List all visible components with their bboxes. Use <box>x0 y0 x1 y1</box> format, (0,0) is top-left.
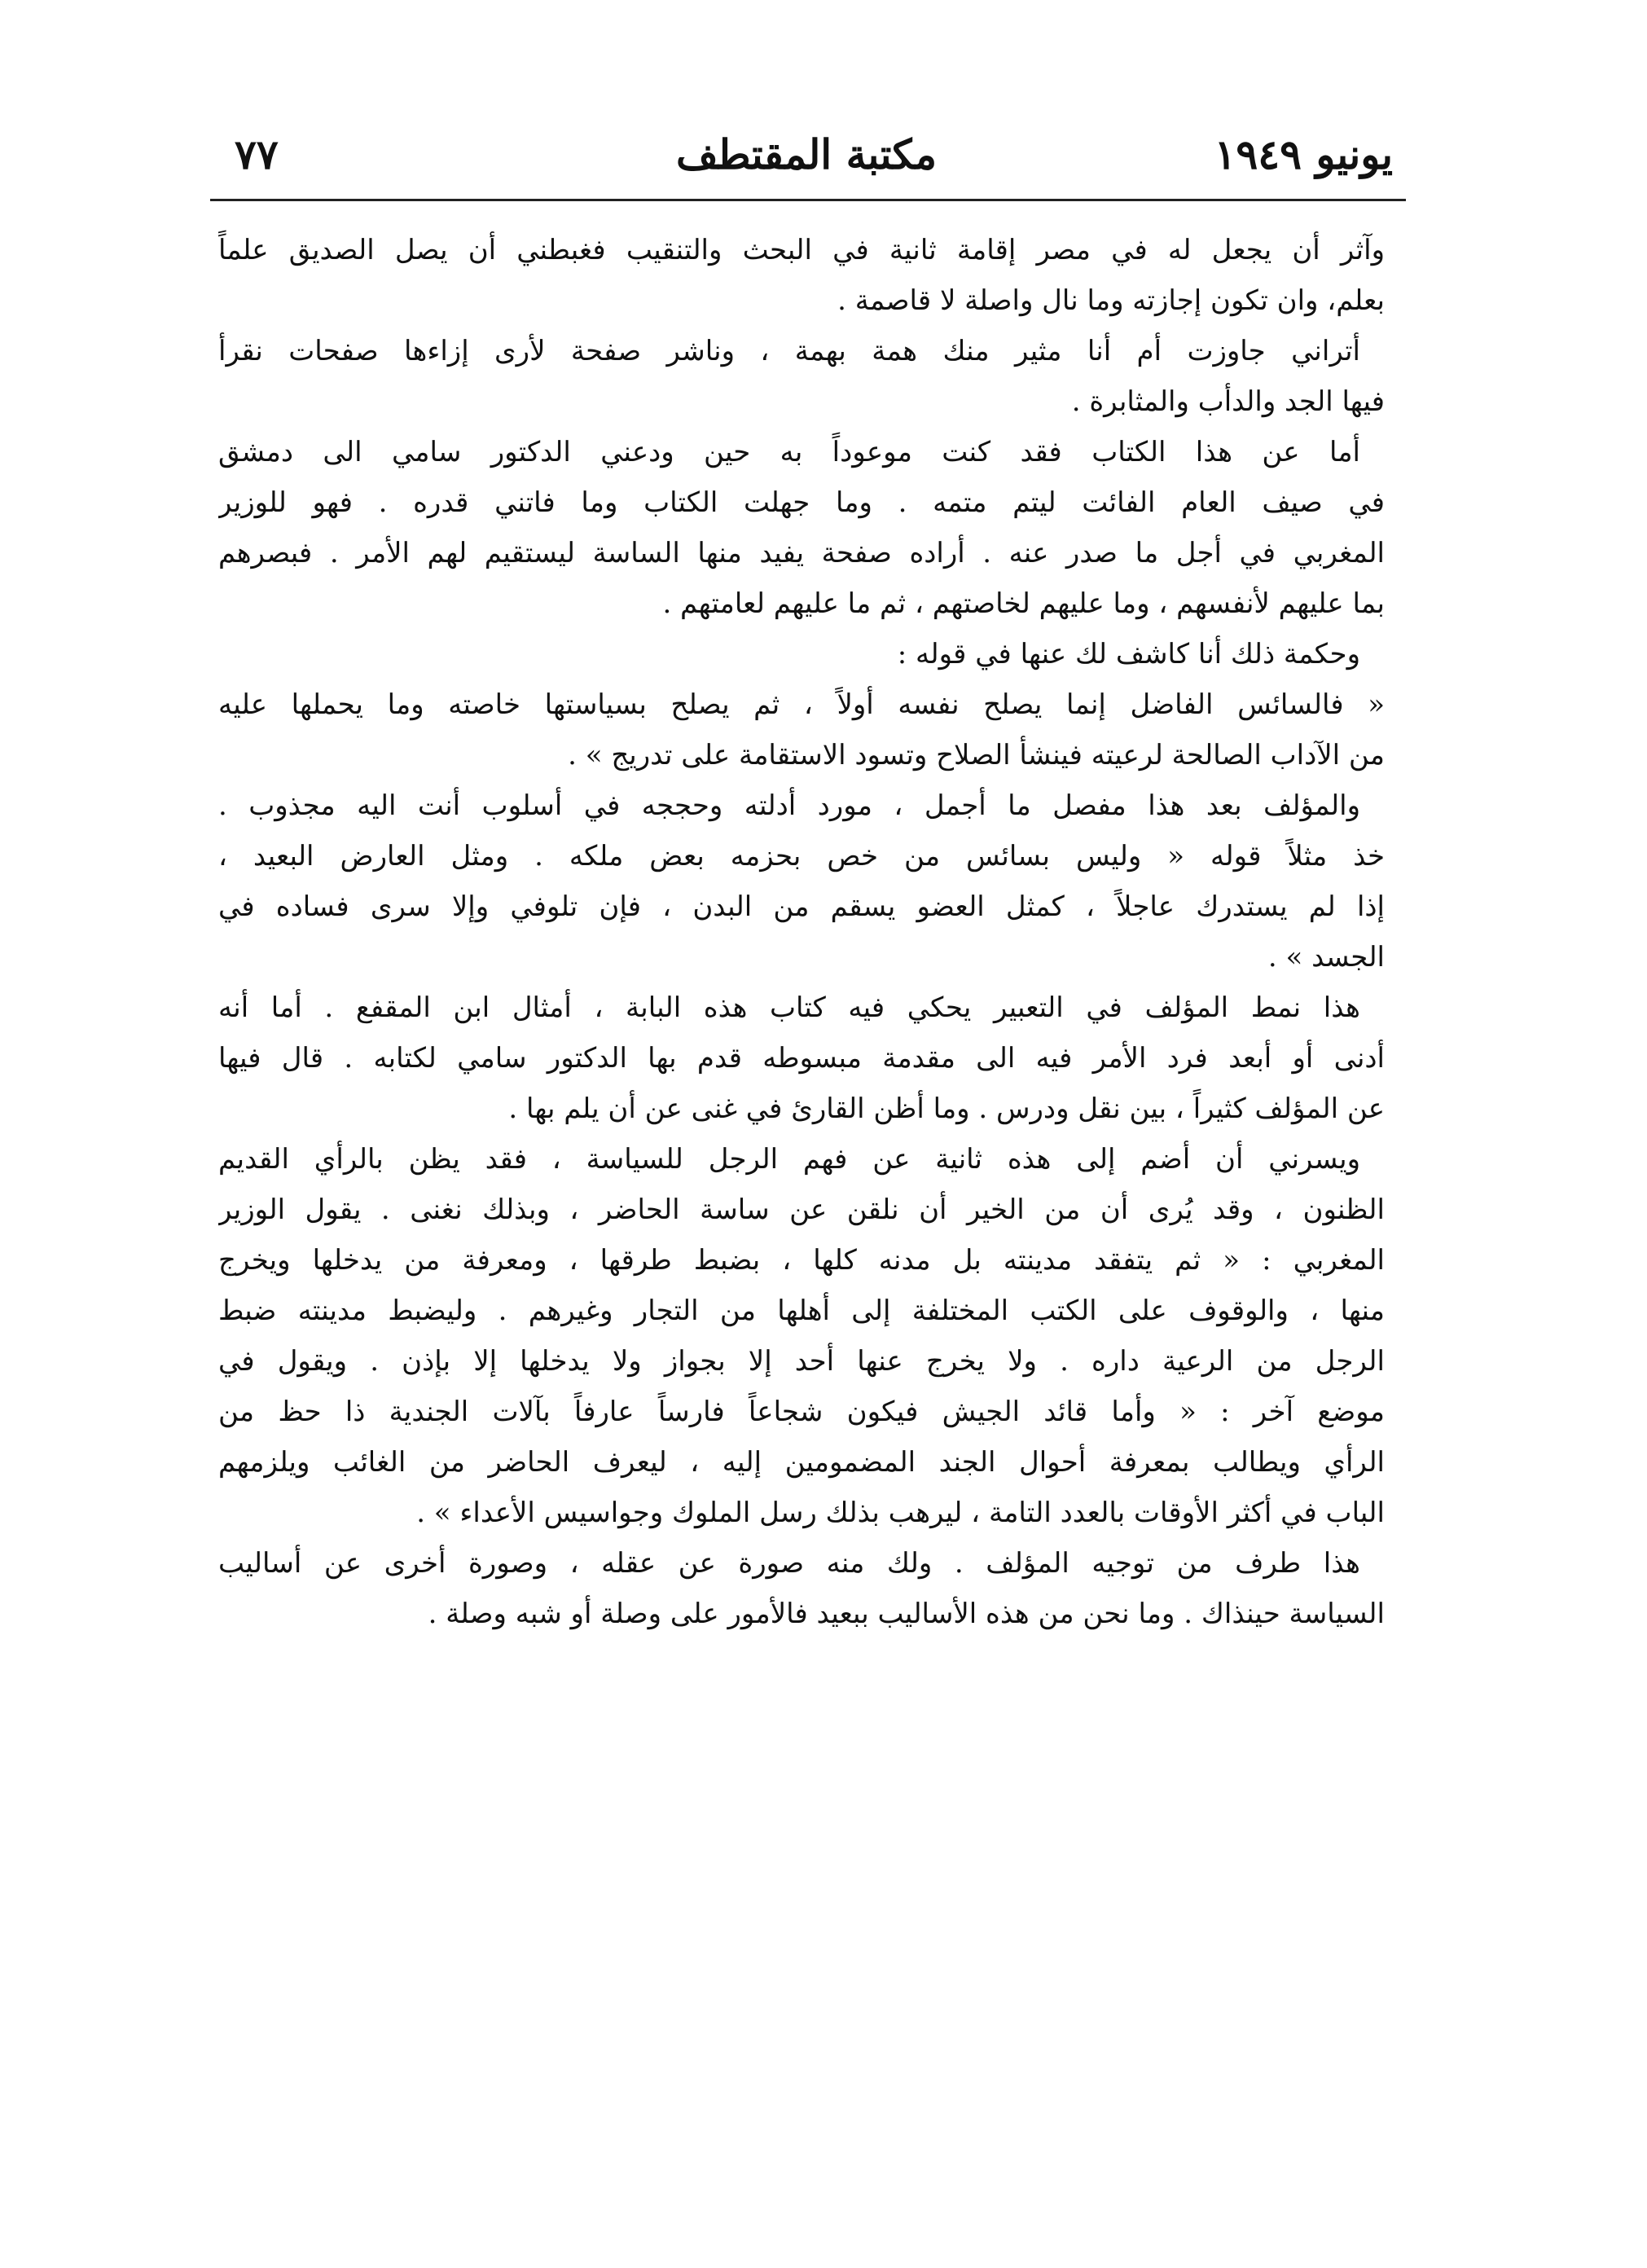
text-line: « فالسائس الفاضل إنما يصلح نفسه أولاً ، ثم يصلح بسياستها خاصته وما يحملها عليه <box>218 688 1385 721</box>
page-number: ٧٧ <box>235 130 279 178</box>
body-text <box>218 225 1385 1639</box>
text-line: المغربي في أجل ما صدر عنه . أراده صفحة يفيد منها الساسة ليستقيم لهم الأمر . فبصرهم <box>218 537 1385 569</box>
text-line: الرأي ويطالب بمعرفة أحوال الجند المضمومين إليه ، ليعرف الحاضر من الغائب ويلزمهم <box>218 1446 1385 1479</box>
running-head <box>220 122 1393 187</box>
text-line: هذا طرف من توجيه المؤلف . ولك منه صورة عن عقله ، وصورة أخرى عن أساليب <box>218 1547 1360 1580</box>
text-line: وحكمة ذلك أنا كاشف لك عنها في قوله : <box>897 638 1360 670</box>
text-line: بما عليهم لأنفسهم ، وما عليهم لخاصتهم ، ثم ما عليهم لعامتهم . <box>662 587 1385 620</box>
text-line: المغربي : « ثم يتفقد مدينته بل مدنه كلها ، بضبط طرقها ، ومعرفة من يدخلها ويخرج <box>218 1244 1385 1277</box>
text-line: ويسرني أن أضم إلى هذه ثانية عن فهم الرجل للسياسة ، فقد يظن بالرأي القديم <box>218 1143 1360 1176</box>
text-line: موضع آخر : « وأما قائد الجيش فيكون شجاعاً فارساً عارفاً بآلات الجندية ذا حظ من <box>218 1396 1385 1428</box>
text-line: أما عن هذا الكتاب فقد كنت موعوداً به حين ودعني الدكتور سامي الى دمشق <box>218 436 1360 468</box>
text-line: السياسة حينذاك . وما نحن من هذه الأساليب ببعيد فالأمور على وصلة أو شبه وصلة . <box>428 1598 1385 1630</box>
text-line: هذا نمط المؤلف في التعبير يحكي فيه كتاب هذه البابة ، أمثال ابن المقفع . أما أنه <box>218 991 1360 1024</box>
header-rule <box>210 199 1406 201</box>
text-line: في صيف العام الفائت ليتم متمه . وما جهلت الكتاب وما فاتني قدره . فهو للوزير <box>218 486 1385 519</box>
text-line: الرجل من الرعية داره . ولا يخرج عنها أحد إلا بجواز ولا يدخلها إلا بإذن . ويقول في <box>218 1345 1385 1378</box>
text-line: بعلم، وان تكون إجازته وما نال واصلة لا قاصمة . <box>837 284 1385 317</box>
text-line: خذ مثلاً قوله « وليس بسائس من خص بحزمه بعض ملكه . ومثل العارض البعيد ، <box>218 840 1385 872</box>
text-line: وآثر أن يجعل له في مصر إقامة ثانية في البحث والتنقيب فغبطني أن يصل الصديق علماً <box>218 234 1385 266</box>
text-line: الجسد » . <box>1267 941 1385 974</box>
text-line: إذا لم يستدرك عاجلاً ، كمثل العضو يسقم من البدن ، فإن تلوفي وإلا سرى فساده في <box>218 890 1385 923</box>
text-line: عن المؤلف كثيراً ، بين نقل ودرس . وما أظن القارئ في غنى عن أن يلم بها . <box>508 1092 1385 1125</box>
text-line: والمؤلف بعد هذا مفصل ما أجمل ، مورد أدلته وحججه في أسلوب أنت اليه مجذوب . <box>218 789 1360 822</box>
text-line: من الآداب الصالحة لرعيته فينشأ الصلاح وتسود الاستقامة على تدريج » . <box>568 739 1385 771</box>
text-line: منها ، والوقوف على الكتب المختلفة إلى أهلها من التجار وغيرهم . وليضبط مدينته ضبط <box>218 1294 1385 1327</box>
text-line: أدنى أو أبعد فرد الأمر فيه الى مقدمة مبسوطه قدم بها الدكتور سامي لكتابه . قال فيها <box>218 1042 1385 1075</box>
text-line: الظنون ، وقد يُرى أن من الخير أن نلقن عن ساسة الحاضر ، وبذلك نغنى . يقول الوزير <box>218 1193 1385 1226</box>
text-line: الباب في أكثر الأوقات بالعدد التامة ، ليرهب بذلك رسل الملوك وجواسيس الأعداء » . <box>416 1497 1385 1529</box>
text-line: فيها الجد والدأب والمثابرة . <box>1071 385 1385 418</box>
issue-date: يونيو ١٩٤٩ <box>1214 130 1393 178</box>
section-title: مكتبة المقتطف <box>676 130 937 178</box>
text-line: أتراني جاوزت أم أنا مثير منك همة بهمة ، وناشر صفحة لأرى إزاءها صفحات نقرأ <box>218 335 1360 367</box>
